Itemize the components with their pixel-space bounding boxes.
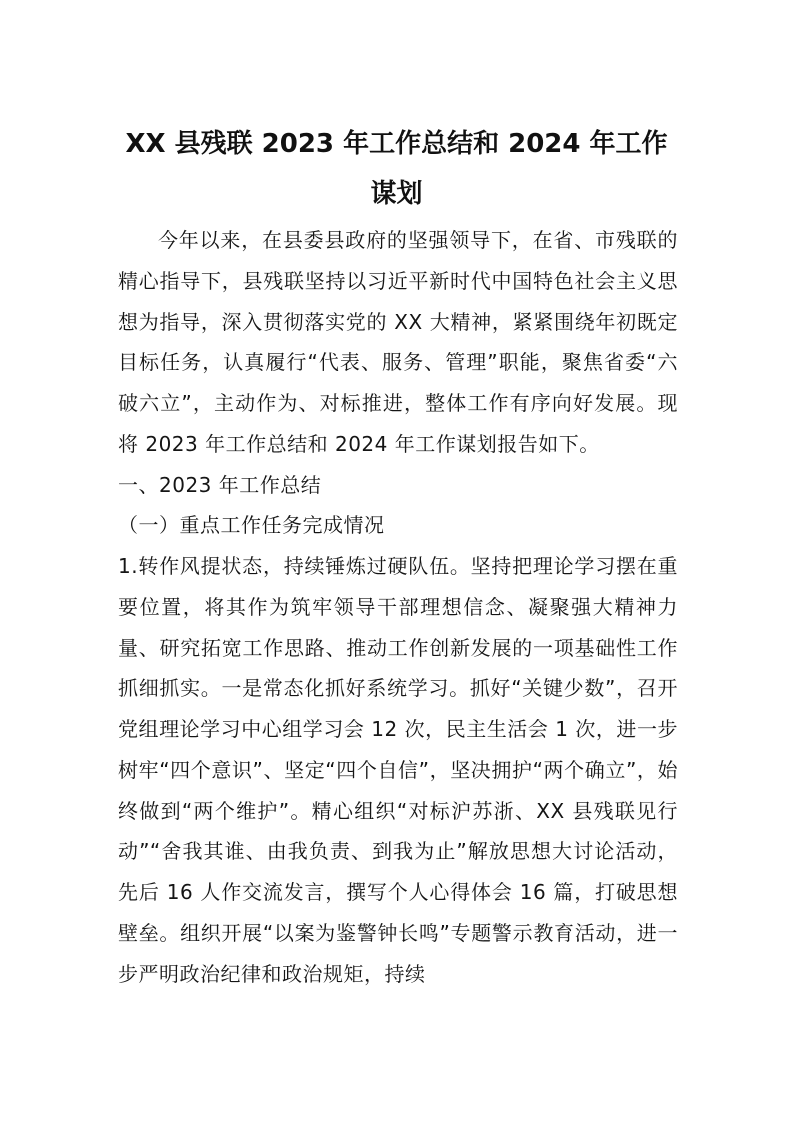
intro-paragraph: 今年以来，在县委县政府的坚强领导下，在省、市残联的精心指导下，县残联坚持以习近平新时代中国特色社会主义思想为指导，深入贯彻落实党的 XX 大精神，紧紧围绕年初既定目标任务，认真履行“代表、服务、管理”职能，聚焦省委“六破六立”，主动作为、对标推进，整体工作有序向好发展。现将 2023 年工作总结和 2024 年工作谋划报告如下。 xyxy=(118,228,678,456)
document-title-line-2: 谋划 xyxy=(370,179,423,209)
subsection-heading: （一）重点工作任务完成情况 xyxy=(118,513,385,538)
item-paragraph: 1.转作风提状态，持续锤炼过硬队伍。坚持把理论学习摆在重要位置，将其作为筑牢领导干部理想信念、凝聚强大精神力量、研究拓宽工作思路、推动工作创新发展的一项基础性工作抓细抓实。一是常态化抓好系统学习。抓好“关键少数”，召开党组理论学习中心组学习会 12 次，民主生活会 1 次，进一步树牢“四个意识”、坚定“四个自信”，坚决拥护“两个确立”，始终做到“两个维护”。精心组织“对标沪苏浙、XX 县残联见行动”“舍我其谁、由我负责、到我为止”解放思想大讨论活动，先后 16 人作交流发言，撰写个人心得体会 16 篇，打破思想壁垒。组织开展“以案为鉴警钟长鸣”专题警示教育活动，进一步严明政治纪律和政治规矩，持续 xyxy=(118,554,678,986)
section-heading: 一、2023 年工作总结 xyxy=(118,472,322,497)
document-title-line-1: XX 县残联 2023 年工作总结和 2024 年工作 xyxy=(125,129,668,159)
document-body xyxy=(118,220,678,994)
